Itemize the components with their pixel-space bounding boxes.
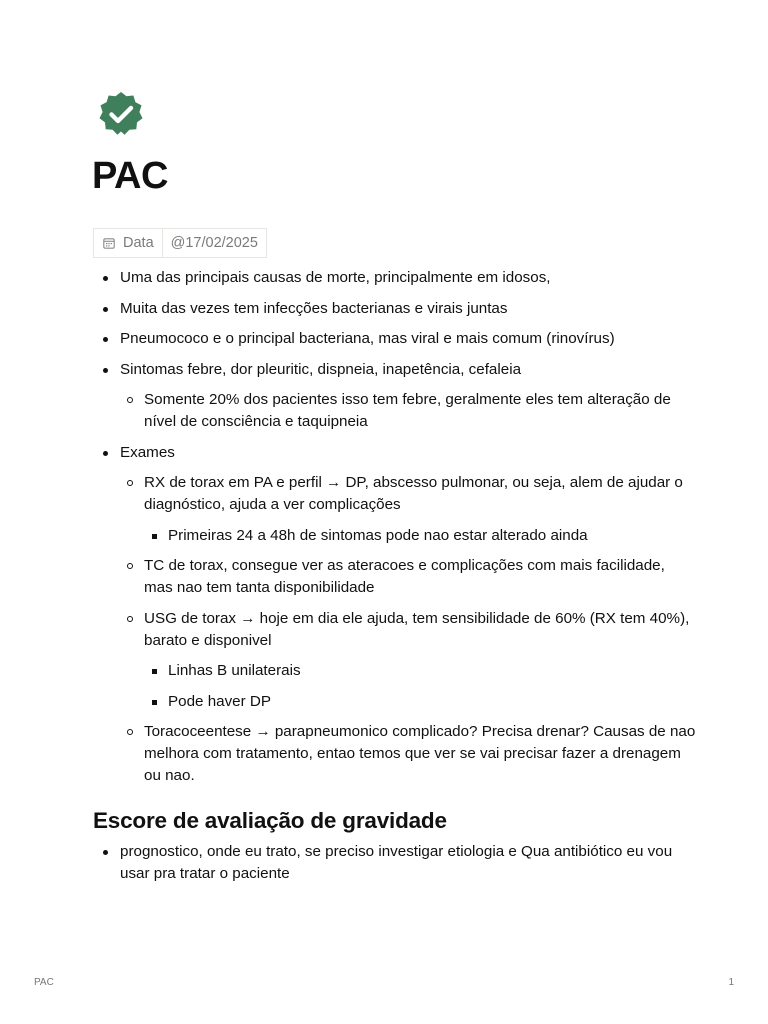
list-item: Toracoceentese → parapneumonico complicado? Precisa drenar? Causas de nao melhora com tratamento, entao temos que ver se vai precisar fazer a drenagem ou nao. — [120, 721, 696, 787]
property-key-date — [94, 229, 163, 257]
page-title: PAC — [92, 155, 168, 197]
nested-list — [144, 525, 696, 547]
nested-list — [120, 472, 696, 787]
verified-badge-icon — [96, 90, 146, 140]
list-item: Pode haver DP — [144, 691, 696, 713]
footer-title: PAC — [34, 977, 54, 988]
list-item: TC de torax, consegue ver as ateracoes e complicações com mais facilidade, mas nao tem tanta disponibilidade — [120, 555, 696, 599]
section-heading: Escore de avaliação de gravidade — [93, 808, 447, 833]
page-number: 1 — [728, 977, 734, 988]
bullet-list — [96, 267, 696, 787]
list-item: Pneumococo e o principal bacteriana, mas viral e mais comum (rinovírus) — [96, 328, 696, 350]
property-value-date[interactable]: @17/02/2025 — [170, 235, 258, 251]
calendar-icon — [103, 237, 115, 249]
properties-table — [93, 228, 267, 258]
nested-list — [144, 660, 696, 713]
list-item: Sintomas febre, dor pleuritic, dispneia, inapetência, cefaleia Somente 20% dos pacientes isso tem febre, geralmente eles tem alteração de nível de consciência e taquipneia — [96, 359, 696, 434]
list-item: Muita das vezes tem infecções bacterianas e virais juntas — [96, 298, 696, 320]
property-label: Data — [123, 235, 154, 251]
nested-list — [120, 389, 696, 433]
list-item: Exames RX de torax em PA e perfil → DP, abscesso pulmonar, ou seja, alem de ajudar o diagnóstico, ajuda a ver complicações Primeiras 24 a 48h de sintomas pode nao estar alterado ainda TC de torax, consegue ver as ateracoes e complicações com mais facilidade, mas nao tem tanta disponibilidade USG de torax → hoje em dia ele ajuda, tem sensibilidade de 60% (RX tem 40%), barato e disponivel Linhas B unilaterais Pode haver DP Toracoceentese → parapneumonico complicado? Precisa drenar? Causas de nao melhora com tratamento, entao temos que ver se vai precisar fazer a drenagem ou nao. — [96, 442, 696, 788]
list-item: Linhas B unilaterais — [144, 660, 696, 682]
list-item: RX de torax em PA e perfil → DP, abscesso pulmonar, ou seja, alem de ajudar o diagnóstico, ajuda a ver complicações Primeiras 24 a 48h de sintomas pode nao estar alterado ainda — [120, 472, 696, 547]
list-item: Somente 20% dos pacientes isso tem febre, geralmente eles tem alteração de nível de consciência e taquipneia — [120, 389, 696, 433]
list-item: Primeiras 24 a 48h de sintomas pode nao estar alterado ainda — [144, 525, 696, 547]
bullet-list — [96, 841, 696, 885]
list-item: prognostico, onde eu trato, se preciso investigar etiologia e Qua antibiótico eu vou usar pra tratar o paciente — [96, 841, 696, 885]
list-item: USG de torax → hoje em dia ele ajuda, tem sensibilidade de 60% (RX tem 40%), barato e disponivel Linhas B unilaterais Pode haver DP — [120, 608, 696, 713]
page-content — [93, 264, 696, 885]
list-item: Uma das principais causas de morte, principalmente em idosos, — [96, 267, 696, 289]
